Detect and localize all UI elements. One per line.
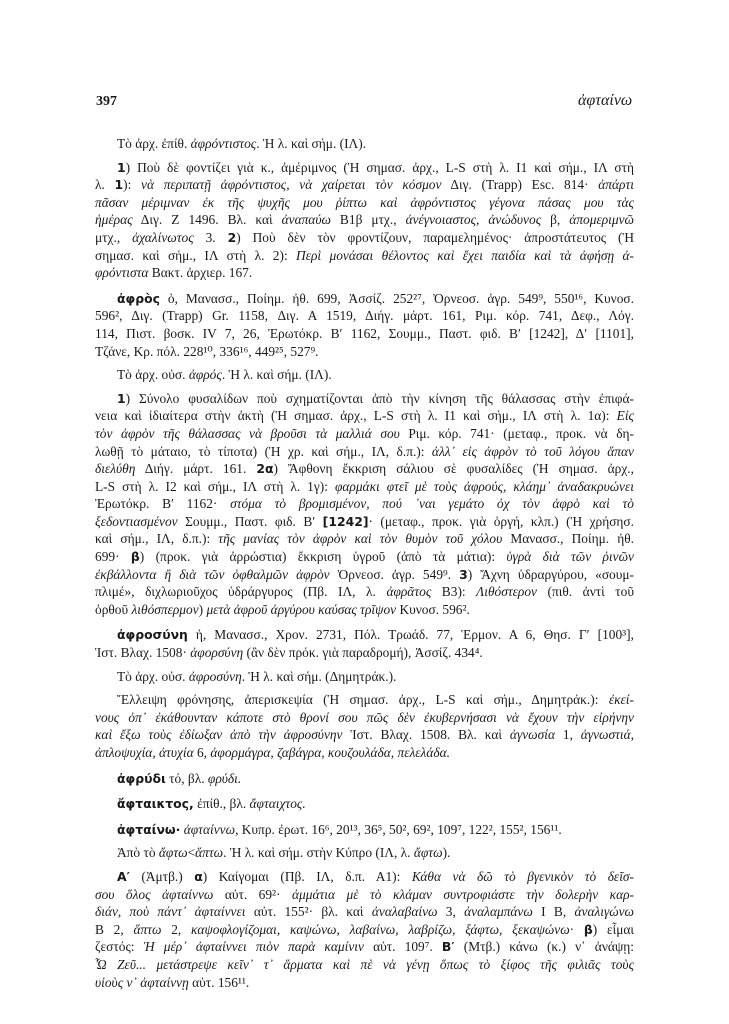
italic-text: ἡμέρας <box>95 212 133 228</box>
text: Διγ. (Trapp) Esc. 814· <box>441 177 599 193</box>
text: Ἐρωτόκρ. Β′ 1162· <box>95 496 231 512</box>
text: . Ἡ λ. καὶ σήμ. (ΙΛ). <box>256 136 367 151</box>
text: αὐτ. 156¹¹. <box>188 974 250 990</box>
entry-paragraph <box>95 159 634 282</box>
italic-text: φρύδι. <box>207 770 242 786</box>
italic-text: ὑγρὰ διὰ τῶν ῥινῶν <box>506 549 634 565</box>
text-line <box>95 135 634 153</box>
text: 3, <box>437 904 465 920</box>
text: μτχ., <box>95 229 133 245</box>
text-line <box>95 229 634 247</box>
text-line <box>95 325 634 343</box>
text-line <box>95 709 634 727</box>
running-title: ἀφταίνω <box>578 92 633 109</box>
text-line <box>95 425 634 443</box>
text: Διήγ. μάρτ. 161. <box>135 461 257 477</box>
italic-text: ἀγνωστιά, <box>580 727 634 743</box>
text-line <box>95 343 634 361</box>
italic-text: διελύθη <box>95 461 136 477</box>
text: Ἱστ. Βλαχ. 1508· <box>95 645 191 661</box>
bold-text: ἀφροσύνη <box>117 627 188 643</box>
text: < <box>187 845 196 861</box>
bold-text: 2α <box>256 461 274 477</box>
text: Τὸ ἀρχ. ἐπίθ. <box>117 136 191 151</box>
text: ὁ, Μανασσ., Ποίημ. ἠθ. 699, Ἀσσίζ. 252²⁷, Ὀρνεοσ. ἀγρ. 549⁹, 550¹⁶, Κυνοσ. <box>159 290 634 306</box>
bold-text: 1 <box>117 159 126 175</box>
text: Ἱστ. Βλαχ. 1508. Βλ. καὶ <box>342 727 510 743</box>
text: ἐπίθ., βλ. <box>193 796 250 812</box>
text-line <box>95 366 634 384</box>
italic-text: λιθόσπερμον <box>131 601 199 617</box>
text: ) (προκ. γιὰ ἀρρώστια) ἔκκριση ὑγροῦ (ἀπὸ τὰ μάτια): <box>139 549 507 565</box>
entry-paragraph <box>95 668 634 686</box>
italic-text: ἄφτω <box>158 845 188 861</box>
dictionary-entry <box>95 770 634 788</box>
text-line <box>95 264 634 282</box>
text-line <box>95 956 634 974</box>
text-line <box>95 176 634 194</box>
bold-text: 1 <box>114 177 124 193</box>
text-line <box>95 211 634 229</box>
text: Ι Β, <box>532 904 575 920</box>
entry-paragraph <box>95 390 634 619</box>
text-line <box>95 921 634 939</box>
bold-text: [1242] <box>322 513 369 529</box>
text-line <box>95 443 634 461</box>
text-line <box>95 644 634 662</box>
italic-text: ἀφρόντιστος <box>190 136 257 151</box>
italic-text: Εἰς <box>616 408 634 424</box>
text-line <box>95 159 634 177</box>
text: Τὸ ἀρχ. οὐσ. <box>117 367 189 383</box>
italic-text: νὰ περιπατῇ ἀφρόντιστος, νὰ χαίρεται τὸν κόσμον <box>141 177 442 193</box>
text: Β1β μτχ., <box>330 212 406 228</box>
text-line <box>95 566 634 584</box>
text-line <box>95 390 634 408</box>
italic-text: ἀπομεριμνῶ <box>569 212 634 228</box>
italic-text: πᾶσαν μέριμναν ἐκ τῆς ψυχῆς μου ῥίπτω καὶ ἀφρόντιστος γέγονα πάσας μου τὰς <box>95 194 634 210</box>
text: ) Ἄφθονη ἔκκριση σάλιου σὲ φυσαλίδες (Ἡ σημασ. ἀρχ., <box>273 461 634 477</box>
italic-text: ἅπτω <box>133 921 162 937</box>
text: Μανασσ., Ποίημ. ἠθ. <box>502 531 634 547</box>
bold-text: ἀφρὸς <box>117 290 160 306</box>
dictionary-entry <box>95 290 634 360</box>
italic-text: Κάθα νὰ δῶ τὸ βγενικὸν τὸ δεῖσ- <box>411 868 634 884</box>
text: σημασ. καὶ σήμ., ΙΛ στὴ λ. 2): <box>95 247 297 263</box>
text: ): <box>123 177 142 193</box>
dictionary-entry <box>95 821 634 839</box>
text: ) Σύνολο φυσαλίδων ποὺ σχηματίζονται ἀπὸ τὴν κίνηση τῆς θάλασσας στὴν ἐπιφά- <box>125 390 634 406</box>
dictionary-body <box>95 129 634 991</box>
text: ) Ποὺ δὲ φοντίζει γιὰ κ., ἀμέριμνος (Ἡ σημασ. ἀρχ., L-S στὴ λ. Ι1 καὶ σήμ., ΙΛ στὴ <box>125 159 634 175</box>
text-line <box>95 307 634 325</box>
text: Βακτ. ἀρχιερ. 167. <box>148 265 253 281</box>
text: Ὀρνεοσ. ἀγρ. 549⁹. <box>329 566 460 582</box>
italic-text: ἀγνωσία <box>509 727 555 743</box>
text: . Ἡ λ. καὶ σήμ. στὴν Κύπρο (ΙΛ, λ. <box>223 845 414 861</box>
text-line <box>95 938 634 956</box>
italic-text: ἀφρός <box>188 367 222 383</box>
text: 699· <box>95 549 131 565</box>
text: ἡ, Μανασσ., Χρον. 2731, Πόλ. Τρωάδ. 77, Ἑρμον. Α 6, Θησ. Γ′ [100³], <box>187 627 634 643</box>
entry-paragraph <box>95 135 634 153</box>
italic-text: ἀφροσύνη <box>188 668 242 684</box>
text: πλιμέ», διχλωριοῦχος ὑδράργυρος (Πβ. ΙΛ, λ. <box>95 584 387 600</box>
text-line <box>95 194 634 212</box>
text-line <box>95 478 634 496</box>
text: ) Ποὺ δὲν τὸν φροντίζουν, παραμελημένος· ἀπροστάτευτος (Ἡ <box>236 229 634 245</box>
bold-text: Α′ <box>117 868 130 884</box>
italic-text: καὶ ἔξω τοὺς ἐδίωξαν ἀπὸ τὴν ἀφροσύνην <box>95 727 343 743</box>
bold-text: β <box>583 921 593 937</box>
bold-text: 1 <box>117 390 126 406</box>
text: ) <box>198 601 207 617</box>
italic-text: Ἡ μέρ᾽ ἀφταίννει πιὸν παρὰ καμίνιν <box>143 939 364 955</box>
text-line <box>95 726 634 744</box>
text: Ἀπὸ τὸ <box>117 845 159 861</box>
italic-text: καψοφλογίζομαι, καψώνω, λαβαίνω, λαβρίζω, ξάφτω, ξεκαψώνω <box>191 921 570 937</box>
text: β, <box>541 212 570 228</box>
text-line <box>95 247 634 265</box>
italic-text: ἄφταιχτος. <box>249 796 306 812</box>
text: 1, <box>554 727 581 743</box>
bold-text: 2 <box>227 229 237 245</box>
dictionary-entry <box>95 626 634 661</box>
text: Ριμ. κόρ. 741· (μεταφ., προκ. νὰ δη- <box>399 425 634 441</box>
text: νεια καὶ ἰδιαίτερα στὴν ἀκτὴ (Ἡ σημασ. ἀρχ., L-S στὴ λ. Ι1 καὶ σήμ., ΙΛ στὴ λ. 1α): <box>95 408 617 424</box>
text-line <box>95 744 634 762</box>
page-number: 397 <box>96 94 117 109</box>
text: ). <box>442 845 451 861</box>
text-line <box>95 886 634 904</box>
italic-text: ἀπλοψυχία, ἀτυχία <box>95 745 194 760</box>
bold-text: β <box>130 549 140 565</box>
text: Β 2, <box>95 921 134 937</box>
text-line <box>95 530 634 548</box>
text-line <box>95 513 634 531</box>
text: ) Καίγομαι (Πβ. ΙΛ, δ.π. Α1): <box>202 868 412 884</box>
text: Ἔλλειψη φρόνησης, ἀπερισκεψία (Ἡ σημασ. ἀρχ., L-S καὶ σήμ., Δημητράκ.): <box>117 692 609 708</box>
italic-text: στόμα τὸ βρομισμένον, πού ᾽ναι γεμάτο ὀχ τὸν ἀφρὸ καὶ τὸ <box>230 496 634 512</box>
italic-text: ἀφρᾶτος <box>386 584 432 600</box>
italic-text: τὸν ἀφρὸν τῆς θάλασσας νὰ βροῦσι τὰ μαλλιά σου <box>95 425 400 441</box>
text: ὀρθοῦ <box>95 601 132 617</box>
italic-text: ἅπτω <box>195 845 224 861</box>
italic-text: ἀναλαβαίνω <box>371 904 438 920</box>
bold-text: 3 <box>459 566 468 582</box>
italic-text: ἀναλαμπάνω <box>464 904 533 920</box>
text: Σουμμ., Παστ. φιδ. Β′ <box>177 513 323 529</box>
text: Διγ. Ζ 1496. Βλ. καὶ <box>132 212 282 228</box>
entry-paragraph <box>95 691 634 761</box>
text: ) εἶμαι <box>592 921 634 937</box>
bold-text: Β′ <box>441 939 455 955</box>
italic-text: μετὰ ἀφροῦ ἀργύρου καύσας τρῖψον <box>206 601 397 617</box>
entry-paragraph <box>95 844 634 862</box>
text: L-S στὴ λ. Ι2 καὶ σήμ., ΙΛ στὴ λ. 1γ): <box>95 478 335 494</box>
text: καὶ σήμ., ΙΛ, δ.π.): <box>95 531 219 547</box>
italic-text: φαρμάκι φτεῖ μὲ τοὺς ἀφρούς, κλάημ᾽ ἀναδακρυώνει <box>334 478 635 494</box>
text-line <box>95 795 634 813</box>
text: 3. <box>193 229 228 245</box>
text-line <box>95 770 634 788</box>
text: (Ἀμτβ.) <box>129 868 195 884</box>
text: 6, <box>193 745 211 760</box>
text: αὐτ. 109⁷. <box>363 939 442 955</box>
entry-paragraph <box>95 366 634 384</box>
text-line <box>95 821 634 839</box>
italic-text: διάν, ποὺ πάντ᾽ ἀφταίννει <box>95 904 246 920</box>
text-line <box>95 460 634 478</box>
text-line <box>95 668 634 686</box>
text: ζεστός: <box>95 939 144 955</box>
text: αὐτ. 69²· <box>213 886 293 902</box>
italic-text: ἀφορμάγρα, ζαβάγρα, κουζουλάδα, πελελάδα. <box>210 745 450 760</box>
italic-text: τῆς μανίας τὸν ἀφρὸν καὶ τὸν θυμὸν τοῦ χόλου <box>218 531 503 547</box>
italic-text: ἀπάρτι <box>598 177 634 193</box>
text: αὐτ. 155²· βλ. καὶ <box>245 904 372 920</box>
italic-text: φρόντιστα <box>95 265 149 281</box>
italic-text: ἀμμάτια μὲ τὸ κλάμαν συντροφιάστε τὴν δολερὴν καρ- <box>292 886 634 902</box>
italic-text: ἀφορσύνη <box>190 645 244 661</box>
text-line <box>95 974 634 992</box>
italic-text: ἀχαλίνωτος <box>132 229 194 245</box>
text-line <box>95 691 634 709</box>
text-line <box>95 548 634 566</box>
bold-text: ἀφταίνω· <box>117 821 181 837</box>
text: · (μεταφ., προκ. γιὰ ὀργή, κλπ.) (Ἡ χρήσησ. <box>368 513 634 529</box>
italic-text: υἱοὺς ν᾽ ἀφταίννῃ <box>95 974 189 990</box>
text: Β3): <box>431 584 477 600</box>
text-line <box>95 583 634 601</box>
text: λ. <box>95 177 115 193</box>
italic-text: ἀλλ᾽ εἰς ἀφρὸν τὸ τοῦ λόγου ἅπαν <box>431 443 634 459</box>
bold-text: ἄφταικτος, <box>117 796 194 812</box>
text: τό, βλ. <box>165 770 208 786</box>
text: λωθῇ τὸ μάταιο, τὸ τίποτα) (Ἡ χρ. καὶ σήμ., ΙΛ, δ.π.): <box>95 443 432 459</box>
text-line <box>95 903 634 921</box>
italic-text: ἀναπαύω <box>281 212 331 228</box>
dictionary-entry <box>95 795 634 813</box>
text: 2, <box>161 921 191 937</box>
italic-text: ἄφτω <box>413 845 443 861</box>
text-line <box>95 868 634 886</box>
text: , Κυπρ. ἐρωτ. 16⁶, 20¹³, 36⁵, 50², 69², 109⁷, 122², 155², 156¹¹. <box>235 821 562 837</box>
bold-text: α <box>194 868 203 884</box>
text: . Ἡ λ. καὶ σήμ. (ΙΛ). <box>221 367 332 383</box>
text-line <box>95 407 634 425</box>
text: 596², Διγ. (Trapp) Gr. 1158, Διγ. Α 1519, Διήγ. μάρτ. 161, Ριμ. κόρ. 741, Δεφ., Λόγ. <box>95 308 634 324</box>
text: Τὸ ἀρχ. οὐσ. <box>117 668 189 684</box>
italic-text: Περὶ μονάσαι θέλοντος καὶ ἔχει παιδία καὶ τὰ ἀφήσῃ ἀ- <box>296 247 634 263</box>
italic-text: Ὦ Ζεῦ... μετάστρεψε κεῖν᾽ τ᾽ ἅρματα καὶ πὲ νὰ γένῃ ὅπως τὸ ξίφος τῆς φιλιᾶς τοὺς <box>95 956 634 972</box>
italic-text: ἀνέγνοιαστος, ἀνώδυνος <box>405 212 542 228</box>
italic-text: ἐκεί- <box>608 692 634 708</box>
italic-text: νους ὀπ᾽ ἐκάθουνταν κάποτε στὸ θρονί σου πῶς δὲν ἐκυβερνήσασι νὰ ἔχουν τὴν εἰρήνην <box>95 709 634 725</box>
text-line <box>95 290 634 308</box>
text: Κυνοσ. 596². <box>396 601 470 617</box>
text: ) Ἄχνη ὑδραργύρου, «σουμ- <box>467 566 635 582</box>
italic-text: ἀφταίννω <box>183 821 236 837</box>
bold-text: ἀφρύδι <box>117 770 166 786</box>
italic-text: ξεδοντιασμένον <box>95 513 178 529</box>
text: . Ἡ λ. καὶ σήμ. (Δημητράκ.). <box>241 668 397 684</box>
italic-text: ἐκβάλλοντα ἢ διὰ τῶν ὀφθαλμῶν ἀφρὸν <box>95 566 330 582</box>
text: · <box>569 921 584 937</box>
text: (πιθ. ἀντὶ τοῦ <box>537 584 634 600</box>
text: 114, Πιστ. βοσκ. IV 7, 26, Ἐρωτόκρ. Β′ 1162, Σουμμ., Παστ. φιδ. Β′ [1242], Δ′ [1101], <box>95 325 634 341</box>
italic-text: σου ὅλος ἀφταίννω <box>95 886 214 902</box>
text: (Μτβ.) κάνω (κ.) ν᾽ ἀνάψῃ: <box>454 939 634 955</box>
text: (ἂν δὲν πρόκ. γιὰ παραδρομή), Ἀσσίζ. 434⁴. <box>243 645 483 661</box>
text-line <box>95 495 634 513</box>
text: Τζάνε, Κρ. πόλ. 228¹⁰, 336¹⁶, 449²⁵, 527⁹. <box>95 343 319 359</box>
text-line <box>95 844 634 862</box>
entry-paragraph <box>95 868 634 991</box>
text-line <box>95 626 634 644</box>
text-line <box>95 601 634 619</box>
italic-text: Λιθόστερον <box>476 584 537 600</box>
italic-text: ἀναλιγώνω <box>574 904 635 920</box>
